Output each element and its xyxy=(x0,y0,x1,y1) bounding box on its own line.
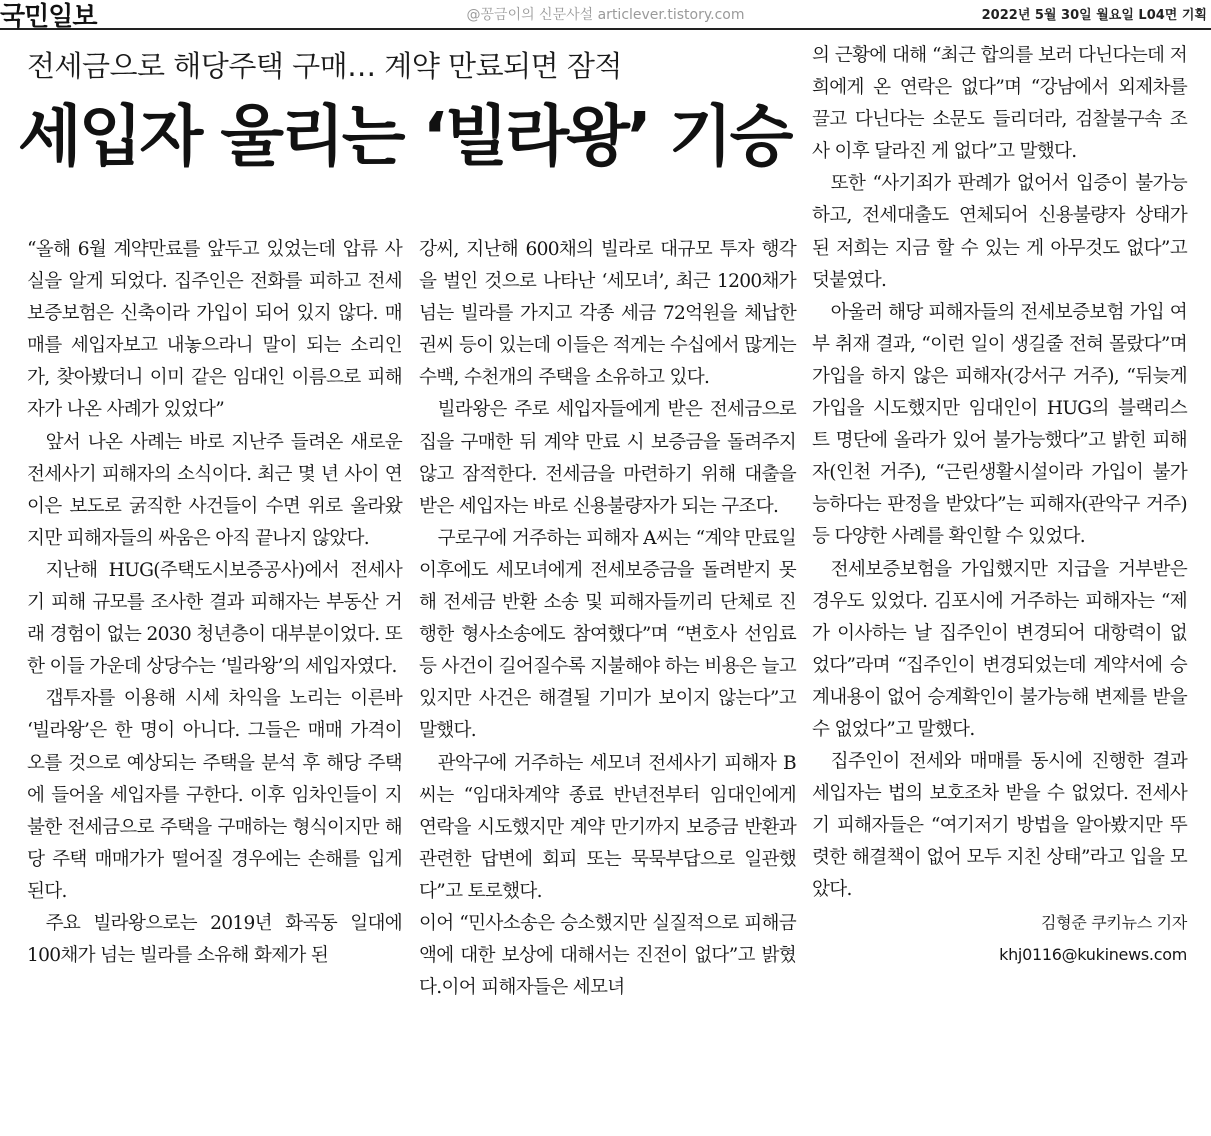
paragraph: 집주인이 전세와 매매를 동시에 진행한 결과 세입자는 법의 보호조차 받을 수 없었다. 전세사기 피해자들은 “여기저기 방법을 알아봤지만 뚜렷한 해결책이 없어 모두 지친 상태”라고 입을 모았다. xyxy=(812,751,1187,901)
blog-watermark: @꽁금이의 신문사설 articlever.tistory.com xyxy=(466,7,745,23)
paragraph: 구로구에 거주하는 피해자 A씨는 “계약 만료일 이후에도 세모녀에게 전세보증금을 돌려받지 못해 전세금 반환 소송 및 피해자들끼리 단체로 진행한 형사소송에도 참여했다”며 “변호사 선임료 등 사건이 길어질수록 지불해야 하는 비용은 늘고 있지만 사건은 해결될 기미가 보이지 않는다”고 말했다. xyxy=(419,527,796,742)
article-column-3 xyxy=(812,40,1187,971)
paragraph: 앞서 나온 사례는 바로 지난주 들려온 새로운 전세사기 피해자의 소식이다. 최근 몇 년 사이 연이은 보도로 굵직한 사건들이 수면 위로 올라왔지만 피해자들의 싸움은 아직 끝나지 않았다. xyxy=(27,431,402,549)
paragraph: 갭투자를 이용해 시세 차익을 노리는 이른바 ‘빌라왕’은 한 명이 아니다. 그들은 매매 가격이 오를 것으로 예상되는 주택을 분석 후 해당 주택에 들어올 세입자를 구한다. 이후 임차인들이 지불한 전세금으로 주택을 구매하는 형식이지만 해당 주택 매매가가 떨어질 경우에는 손해를 입게 된다. xyxy=(27,688,402,902)
paragraph: 관악구에 거주하는 세모녀 전세사기 피해자 B씨는 “임대차계약 종료 반년전부터 임대인에게 연락을 시도했지만 계약 만기까지 보증금 반환과 관련한 답변에 회피 또는 묵묵부답으로 일관했다”고 토로했다. xyxy=(419,752,796,902)
paragraph: 아울러 해당 피해자들의 전세보증보험 가입 여부 취재 결과, “이런 일이 생길줄 전혀 몰랐다”며 가입을 하지 않은 피해자(강서구 거주), “뒤늦게 가입을 시도했지만 임대인이 HUG의 블랙리스트 명단에 올라가 있어 불가능했다”고 밝힌 피해자(인천 거주), “근린생활시설이라 가입이 불가능하다는 판정을 받았다”는 피해자(관악구 거주) 등 다양한 사례를 확인할 수 있었다. xyxy=(812,301,1187,548)
paragraph: 지난해 HUG(주택도시보증공사)에서 전세사기 피해 규모를 조사한 결과 피해자는 부동산 거래 경험이 없는 2030 청년층이 대부분이었다. 또한 이들 가운데 상당수는 ‘빌라왕’의 세입자였다. xyxy=(27,559,402,678)
paragraph: “올해 6월 계약만료를 앞두고 있었는데 압류 사실을 알게 되었다. 집주인은 전화를 피하고 전세보증보험은 신축이라 가입이 되어 있지 않다. 매매를 세입자보고 내놓으라니 말이 되는 소리인가, 찾아봤더니 이미 같은 임대인 이름으로 피해자가 나온 사례가 있었다” xyxy=(27,239,402,421)
newspaper-logo: 국민일보 xyxy=(0,2,97,32)
edition-info: 2022년 5월 30일 월요일 L04면 기획 xyxy=(981,8,1207,23)
reporter-email: khj0116@kukinews.com xyxy=(999,944,1187,964)
paragraph: 이어 “민사소송은 승소했지만 실질적으로 피해금액에 대한 보상에 대해서는 진전이 없다”고 밝혔다.이어 피해자들은 세모녀 xyxy=(419,912,796,999)
paragraph: 주요 빌라왕으로는 2019년 화곡동 일대에 100채가 넘는 빌라를 소유해 화제가 된 xyxy=(27,912,402,967)
article-subheadline: 전세금으로 해당주택 구매… 계약 만료되면 잠적 xyxy=(27,49,622,83)
article-column-2 xyxy=(419,234,796,1004)
masthead xyxy=(0,0,1211,30)
article-headline: 세입자 울리는 ‘빌라왕’ 기승 xyxy=(18,98,791,175)
paragraph: 또한 “사기죄가 판례가 없어서 입증이 불가능하고, 전세대출도 연체되어 신용불량자 상태가 된 저희는 지금 할 수 있는 게 아무것도 없다”고 덧붙였다. xyxy=(812,173,1187,291)
paragraph: 의 근황에 대해 “최근 합의를 보러 다닌다는데 저희에게 온 연락은 없다”며 “강남에서 외제차를 끌고 다닌다는 소문도 들리더라, 검찰불구속 조사 이후 달라진 게 없다”고 말했다. xyxy=(812,45,1187,163)
paragraph: 빌라왕은 주로 세입자들에게 받은 전세금으로 집을 구매한 뒤 계약 만료 시 보증금을 돌려주지 않고 잠적한다. 전세금을 마련하기 위해 대출을 받은 세입자는 바로 신용불량자가 되는 구조다. xyxy=(419,399,796,517)
paragraph: 전세보증보험을 가입했지만 지급을 거부받은 경우도 있었다. 김포시에 거주하는 피해자는 “제가 이사하는 날 집주인이 변경되어 대항력이 없었다”라며 “집주인이 변경되었는데 계약서에 승계내용이 없어 승계확인이 불가능해 변제를 받을 수 없었다”고 말했다. xyxy=(812,558,1187,740)
reporter-byline: 김형준 쿠키뉴스 기자 xyxy=(1041,912,1187,932)
article-column-1 xyxy=(27,234,402,972)
paragraph: 강씨, 지난해 600채의 빌라로 대규모 투자 행각을 벌인 것으로 나타난 ‘세모녀’, 최근 1200채가 넘는 빌라를 가지고 각종 세금 72억원을 체납한 권씨 등이 있는데 이들은 적게는 수십에서 많게는 수백, 수천개의 주택을 소유하고 있다. xyxy=(419,239,796,389)
